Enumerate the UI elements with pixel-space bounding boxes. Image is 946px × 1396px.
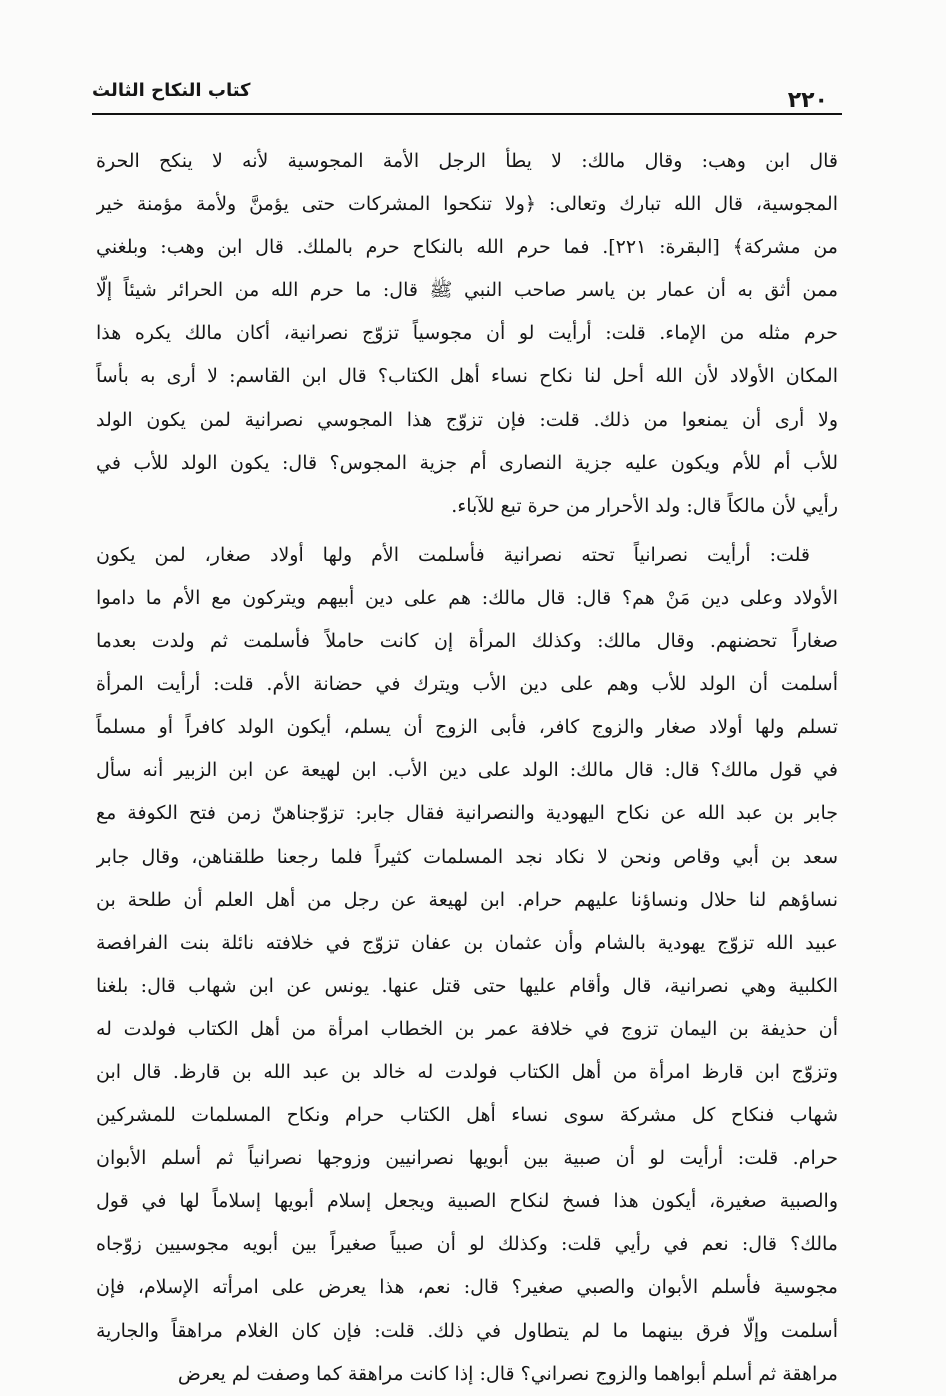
text-line: الكلبية وهي نصرانية، قال وأقام عليها حتى قتل عنها. يونس عن ابن شهاب قال: بلغنا bbox=[96, 974, 838, 997]
text-line: أسلمت أن الولد للأب وهم على دين الأب ويترك في حضانة الأم. قلت: أرأيت المرأة bbox=[96, 673, 838, 696]
running-title: كتاب النكاح الثالث bbox=[92, 80, 251, 101]
text-line: رأيي لأن مالكاً قال: ولد الأحرار من حرة تبع للآباء. bbox=[451, 494, 838, 517]
paragraph bbox=[96, 534, 838, 1396]
text-line: أسلمت وإلّا فرق بينهما ما لم يتطاول في ذلك. قلت: فإن كان الغلام مراهقاً والجارية bbox=[96, 1319, 838, 1342]
text-line: من مشركة﴾ [البقرة: ٢٢١]. فما حرم الله بالنكاح حرم بالملك. قال ابن وهب: وبلغني bbox=[96, 236, 838, 259]
text-line: المكان الأولاد لأن الله أحل لنا نكاح نساء أهل الكتاب؟ قال ابن القاسم: لا أرى به بأساً bbox=[96, 365, 838, 388]
text-line: جابر بن عبد الله عن نكاح اليهودية والنصرانية فقال جابر: تزوّجناهنّ زمن فتح الكوفة مع bbox=[96, 802, 838, 825]
text-line: قلت: أرأيت نصرانياً تحته نصرانية فأسلمت الأم ولها أولاد صغار، لمن يكون bbox=[96, 543, 810, 566]
text-line: شهاب فنكاح كل مشركة سوى نساء أهل الكتاب حرام ونكاح المسلمات للمشركين bbox=[96, 1104, 838, 1127]
text-line: في قول مالك؟ قال: قال مالك: الولد على دين الأب. ابن لهيعة عن ابن الزبير أنه سأل bbox=[96, 759, 838, 782]
text-line: وتزوّج ابن قارظ امرأة من أهل الكتاب فولدت له خالد بن عبد الله بن قارظ. قال ابن bbox=[96, 1060, 838, 1083]
text-line: عبيد الله تزوّج يهودية بالشام وأن عثمان بن عفان تزوّج في خلافته نائلة بنت الفرافصة bbox=[96, 931, 838, 954]
header-rule bbox=[92, 113, 842, 115]
page-body bbox=[96, 140, 838, 1396]
text-line: تسلم ولها أولاد صغار والزوج كافر، فأبى الزوج أن يسلم، أيكون الولد كافراً أو مسلماً bbox=[96, 716, 838, 739]
text-line: صغاراً تحضنهم. وقال مالك: وكذلك المرأة إن كانت حاملاً فأسلمت ثم ولدت بعدما bbox=[96, 630, 838, 653]
text-line: قال ابن وهب: وقال مالك: لا يطأ الرجل الأمة المجوسية لأنه لا ينكح الحرة bbox=[96, 150, 838, 172]
text-line: والصبية صغيرة، أيكون هذا فسخ لنكاح الصبية ويجعل إسلام أبويها إسلاماً لها في قول bbox=[96, 1190, 838, 1213]
text-line: نساؤهم لنا حلال ونساؤنا عليهم حرام. ابن لهيعة عن رجل من أهل العلم أن طلحة بن bbox=[96, 888, 838, 911]
text-line: حرم مثله من الإماء. قلت: أرأيت لو أن مجوسياً تزوّج نصرانية، أكان مالك يكره هذا bbox=[96, 322, 838, 345]
text-line: أن حذيفة بن اليمان تزوج في خلافة عمر بن الخطاب امرأة من أهل الكتاب فولدت له bbox=[96, 1017, 838, 1040]
text-line: للأب أم للأم ويكون عليه جزية النصارى أم جزية المجوس؟ قال: يكون الولد للأب في bbox=[96, 451, 838, 474]
paragraph bbox=[96, 140, 838, 528]
text-line: مجوسية فأسلم الأبوان والصبي صغير؟ قال: نعم، هذا يعرض على امرأته الإسلام، فإن bbox=[96, 1276, 838, 1299]
text-line: ممن أثق به أن عمار بن ياسر صاحب النبي ﷺ قال: ما حرم الله من الحرائر شيئاً إلّا bbox=[96, 279, 838, 302]
text-line: سعد بن أبي وقاص ونحن لا نكاد نجد المسلمات كثيراً فلما رجعنا طلقناهن، وقال جابر bbox=[96, 845, 838, 868]
page-header bbox=[92, 74, 842, 113]
text-line: حرام. قلت: أرأيت لو أن صبية بين أبويها نصرانيين وزوجها نصرانياً ثم أسلم الأبوان bbox=[96, 1147, 838, 1170]
text-line: مراهقة ثم أسلم أبواهما والزوج نصراني؟ قال: إذا كانت مراهقة كما وصفت لم يعرض bbox=[177, 1362, 838, 1385]
text-line: ولا أرى أن يمنعوا من ذلك. قلت: فإن تزوّج هذا المجوسي نصرانية لمن يكون الولد bbox=[96, 408, 838, 431]
text-line: مالك؟ قال: نعم في رأيي قلت: وكذلك لو أن صبياً صغيراً بين أبويه مجوسيين زوّجاه bbox=[96, 1233, 838, 1256]
text-line: الأولاد وعلى دين مَنْ هم؟ قال: قال مالك: هم على دين أبيهم ويتركون مع الأم ما داموا bbox=[96, 586, 838, 609]
text-line: المجوسية، قال الله تبارك وتعالى: ﴿ولا تنكحوا المشركات حتى يؤمنَّ ولأمة مؤمنة خير bbox=[96, 193, 838, 216]
page-number: ٢٢٠ bbox=[787, 88, 828, 113]
